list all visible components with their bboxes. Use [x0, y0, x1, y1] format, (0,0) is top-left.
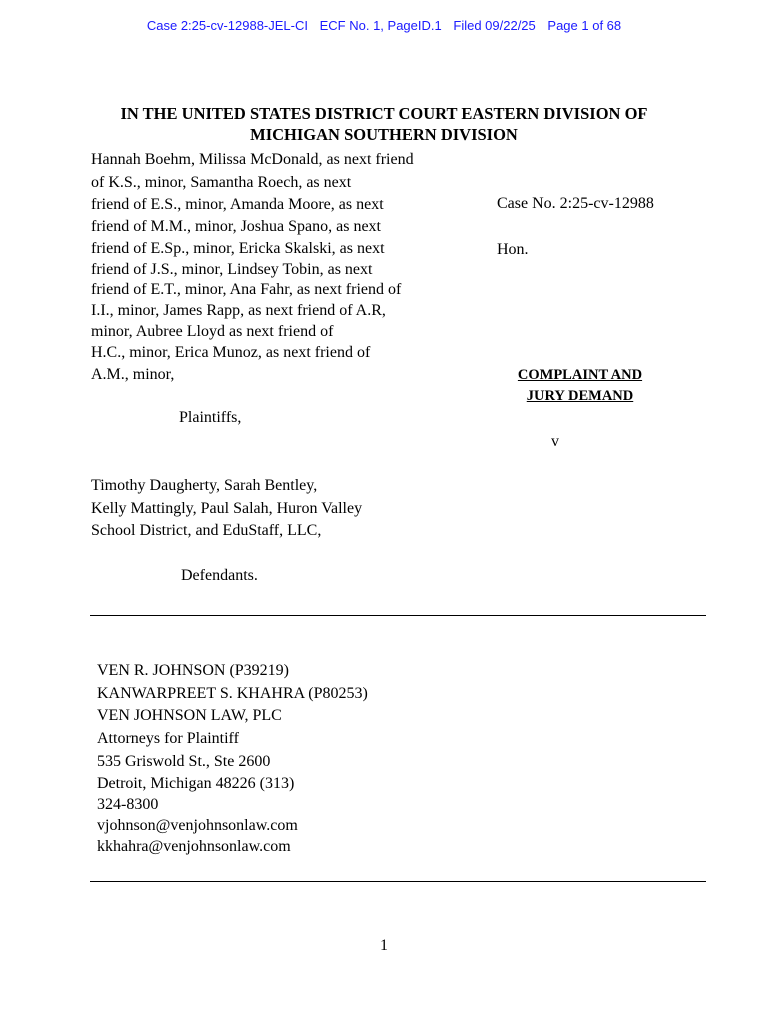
plaintiff-line: friend of E.Sp., minor, Ericka Skalski, as next	[91, 240, 385, 257]
plaintiffs-label: Plaintiffs,	[179, 409, 242, 426]
defendant-line: Kelly Mattingly, Paul Salah, Huron Valley	[91, 500, 363, 517]
attorney-line: 324-8300	[97, 796, 159, 813]
complaint-title: COMPLAINT AND	[517, 367, 643, 383]
attorney-line: Detroit, Michigan 48226 (313)	[97, 775, 295, 792]
divider	[90, 615, 706, 616]
plaintiff-line: I.I., minor, James Rapp, as next friend of A.R,	[91, 302, 386, 319]
plaintiff-line: friend of J.S., minor, Lindsey Tobin, as next	[91, 261, 373, 278]
plaintiff-line: friend of E.T., minor, Ana Fahr, as next friend of	[91, 281, 402, 298]
versus: v	[551, 433, 559, 450]
defendants-label: Defendants.	[181, 567, 258, 584]
plaintiff-line: Hannah Boehm, Milissa McDonald, as next friend	[91, 151, 414, 168]
plaintiff-line: minor, Aubree Lloyd as next friend of	[91, 323, 334, 340]
defendant-line: Timothy Daugherty, Sarah Bentley,	[91, 477, 318, 494]
plaintiff-line: friend of M.M., minor, Joshua Spano, as next	[91, 218, 381, 235]
page-number: 1	[380, 937, 388, 954]
header-ecf: ECF No. 1, PageID.1	[319, 18, 442, 33]
case-number: Case No. 2:25-cv-12988	[497, 195, 654, 212]
divider	[90, 881, 706, 882]
attorney-line: Attorneys for Plaintiff	[97, 730, 239, 747]
plaintiff-line: friend of E.S., minor, Amanda Moore, as next	[91, 196, 384, 213]
plaintiff-line: of K.S., minor, Samantha Roech, as next	[91, 174, 352, 191]
judge-hon: Hon.	[497, 241, 529, 258]
attorney-line: VEN R. JOHNSON (P39219)	[97, 662, 290, 679]
court-title: IN THE UNITED STATES DISTRICT COURT EASTERN DIVISION OF MICHIGAN SOUTHERN DIVISION	[120, 104, 648, 144]
header-page: Page 1 of 68	[547, 18, 622, 33]
defendant-line: School District, and EduStaff, LLC,	[91, 522, 322, 539]
attorney-email[interactable]: vjohnson@venjohnsonlaw.com	[97, 817, 298, 834]
attorney-line: KANWARPREET S. KHAHRA (P80253)	[97, 685, 368, 702]
attorney-line: VEN JOHNSON LAW, PLC	[97, 707, 282, 724]
ecf-header	[0, 18, 768, 33]
header-filed: Filed 09/22/25	[453, 18, 536, 33]
plaintiff-line: H.C., minor, Erica Munoz, as next friend of	[91, 344, 371, 361]
jury-demand-title: JURY DEMAND	[526, 388, 634, 404]
attorney-email[interactable]: kkhahra@venjohnsonlaw.com	[97, 838, 291, 855]
plaintiff-line: A.M., minor,	[91, 366, 175, 383]
attorney-line: 535 Griswold St., Ste 2600	[97, 753, 271, 770]
header-case: Case 2:25-cv-12988-JEL-CI	[146, 18, 308, 33]
